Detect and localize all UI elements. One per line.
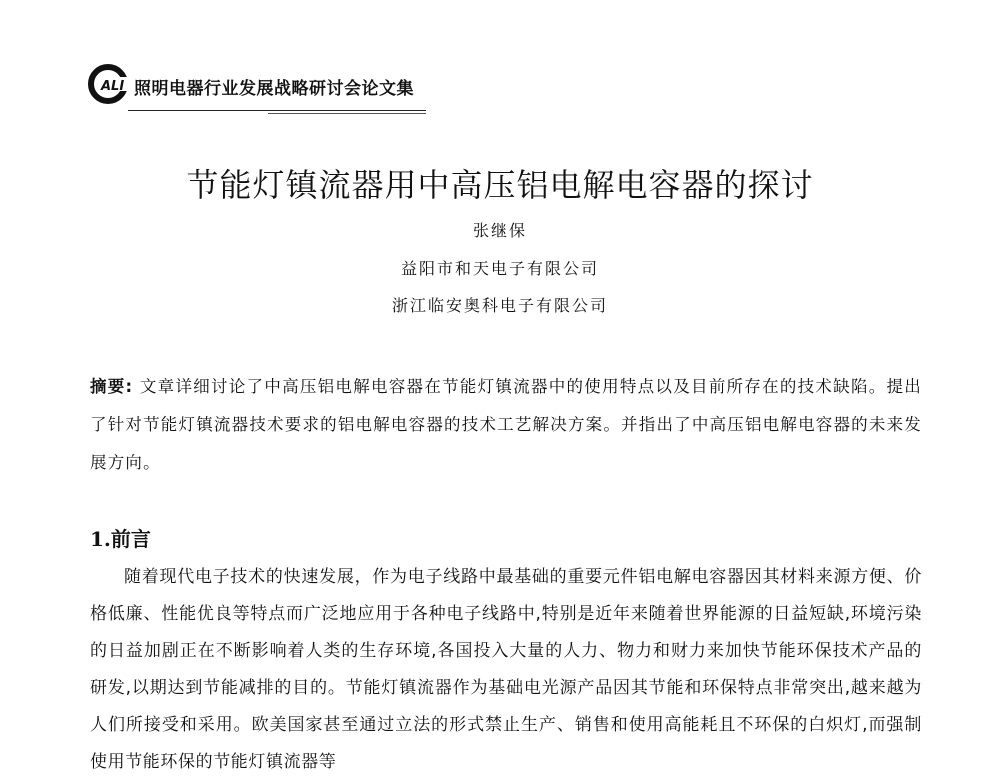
affiliation-1: 益阳市和天电子有限公司 — [400, 259, 599, 278]
proceedings-title: 照明电器行业发展战略研讨会论文集 — [134, 78, 414, 99]
author-name: 张继保 — [472, 221, 527, 240]
affiliation-2: 浙江临安奥科电子有限公司 — [391, 296, 608, 315]
svg-text:ALI: ALI — [101, 79, 125, 94]
intro-paragraph: 随着现代电子技术的快速发展，作为电子线路中最基础的重要元件铝电解电容器因其材料来源方便、价格低廉、性能优良等特点而广泛地应用于各种电子线路中,特别是近年来随着世界能源的日益短缺,环境污染的日益加剧正在不断影响着人类的生存环境,各国投入大量的人力、物力和财力来加快节能环保技术产品的研发,以期达到节能减排的目的。节能灯镇流器作为基础电光源产品因其节能和环保特点非常突出,越来越为人们所接受和采用。欧美国家甚至通过立法的形式禁止生产、销售和使用高能耗且不环保的白炽灯,而强制使用节能环保的节能灯镇流器等 — [90, 567, 922, 772]
paper-title: 节能灯镇流器用中高压铝电解电容器的探讨 — [186, 166, 814, 204]
cali-logo — [88, 64, 128, 104]
header-divider — [128, 110, 426, 111]
abstract-label: 摘要: — [90, 377, 134, 396]
section-heading-intro: 1.前言 — [90, 527, 151, 551]
abstract-text: 文章详细讨论了中高压铝电解电容器在节能灯镇流器中的使用特点以及目前所存在的技术缺陷。提出了针对节能灯镇流器技术要求的铝电解电容器的技术工艺解决方案。并指出了中高压铝电解电容器的未来发展方向。 — [90, 377, 922, 472]
cali-logo-icon — [88, 64, 128, 104]
running-header — [88, 64, 414, 104]
header-divider-secondary — [268, 113, 426, 114]
abstract — [90, 368, 922, 482]
